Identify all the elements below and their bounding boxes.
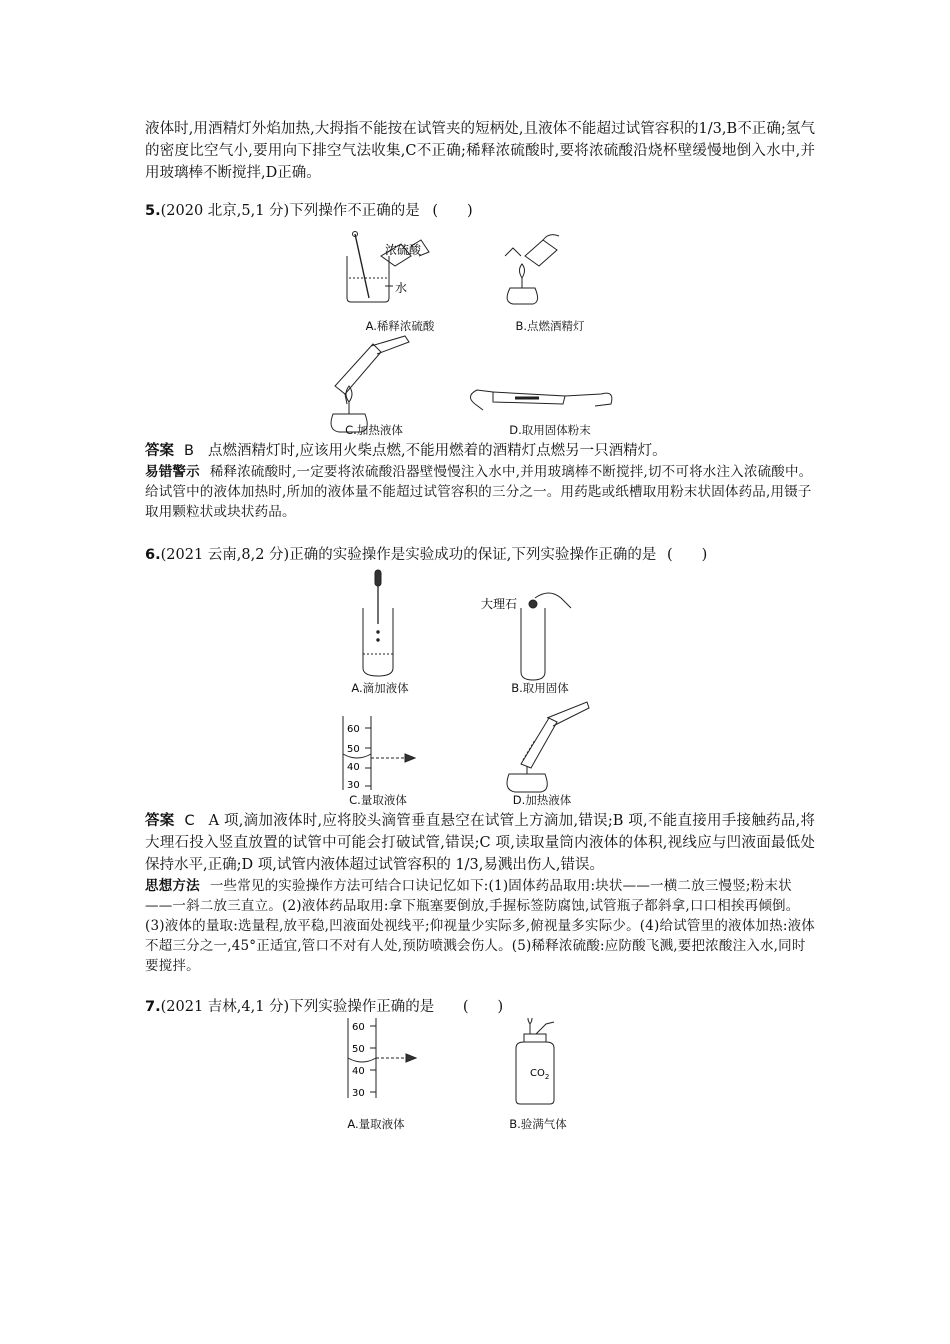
question-5-text: (2020 北京,5,1 分)下列操作不正确的是 [160, 203, 420, 219]
caption-b: B.点燃酒精灯 [515, 319, 585, 333]
heating-test-tube-icon [507, 702, 589, 792]
co2-formula: CO [530, 1068, 545, 1079]
alcohol-lamp-icon [505, 235, 559, 304]
tick-30: 30 [347, 780, 360, 791]
caption-d: D.取用固体粉末 [509, 423, 591, 437]
question-6-answer [145, 810, 815, 876]
question-5-answer [145, 440, 815, 462]
tick-60: 60 [347, 724, 360, 735]
gas-bottle-icon [516, 1018, 554, 1104]
test-tube-holder-icon [331, 336, 409, 432]
warning-text: 稀释浓硫酸时,一定要将浓硫酸沿器壁慢慢注入水中,并用玻璃棒不断搅拌,切不可将水注入浓硫酸中。给试管中的液体加热时,所加的液体量不能超过试管容积的三分之一。用药匙或纸槽取用粉末状固体药品,用镊子取用颗粒状或块状药品。 [145, 464, 813, 520]
answer-choice: C [184, 813, 195, 829]
marble-hand-icon [521, 593, 571, 680]
answer-choice: B [184, 443, 194, 459]
tick-50: 50 [352, 1044, 365, 1055]
tick-50: 50 [347, 744, 360, 755]
question-5-figure [325, 226, 655, 436]
question-6-stem [145, 544, 815, 566]
question-6-figure [335, 568, 635, 807]
tick-60: 60 [352, 1022, 365, 1033]
question-5-stem [145, 200, 815, 222]
question-7-text: (2021 吉林,4,1 分)下列实验操作正确的是 [160, 999, 435, 1015]
tick-40: 40 [352, 1066, 365, 1077]
label-concentrated-sulfuric-acid: 浓硫酸 [385, 243, 422, 257]
answer-label: 答案 [145, 813, 175, 829]
question-5-warning [145, 462, 815, 522]
dropper-icon [363, 570, 393, 676]
caption-a: A.稀释浓硫酸 [365, 319, 435, 333]
method-label: 思想方法 [145, 878, 200, 894]
label-water: 水 [395, 281, 408, 295]
tick-30: 30 [352, 1088, 365, 1099]
question-7-number: 7. [145, 999, 161, 1015]
caption-b: B.取用固体 [511, 681, 569, 695]
caption-a: A.滴加液体 [351, 681, 409, 695]
question-6-method [145, 876, 815, 976]
answer-explanation: A 项,滴加液体时,应将胶头滴管垂直悬空在试管上方滴加,错误;B 项,不能直接用手接触药品,将大理石投入竖直放置的试管中可能会打破试管,错误;C 项,读取量筒内液体的体积,视线应与凹液面最低处保持水平,正确;D 项,试管内液体超过试管容积的 1/3,易溅出伤人,错误。 [145, 813, 816, 873]
question-7-stem [145, 996, 815, 1018]
answer-bracket: ( ) [462, 999, 504, 1015]
intro-paragraph: 液体时,用酒精灯外焰加热,大拇指不能按在试管夹的短柄处,且液体不能超过试管容积的1/3,B不正确;氢气的密度比空气小,要用向下排空气法收集,C不正确;稀释浓硫酸时,要将浓硫酸沿烧杯壁缓慢地倒入水中,并用玻璃棒不断搅拌,D正确。 [145, 121, 815, 181]
caption-c: C.加热液体 [345, 423, 403, 437]
caption-a: A.量取液体 [347, 1117, 405, 1131]
label-marble: 大理石 [481, 597, 518, 611]
question-5-number: 5. [145, 203, 161, 219]
answer-bracket: ( ) [432, 203, 473, 219]
question-6-text: (2021 云南,8,2 分)正确的实验操作是实验成功的保证,下列实验操作正确的是 [160, 547, 657, 563]
caption-c: C.量取液体 [349, 793, 407, 807]
warning-label: 易错警示 [145, 464, 200, 480]
method-text: 一些常见的实验操作方法可结合口诀记忆如下:(1)固体药品取用:块状——一横二放三慢竖;粉末状——一斜二放三直立。(2)液体药品取用:拿下瓶塞要倒放,手握标签防腐蚀,试管瓶子都斜拿,口口相挨再倾倒。(3)液体的量取:选量程,放平稳,凹液面处视线平;仰视量少实际多,俯视量多实际少。(4)给试管里的液体加热:液体不超三分之一,45°正适宜,管口不对有人处,预防喷溅会伤人。(5)稀释浓硫酸:应防酸飞溅,要把浓酸注入水,同时要搅拌。 [145, 878, 815, 974]
tick-40: 40 [347, 762, 360, 773]
answer-bracket: ( ) [666, 547, 708, 563]
answer-explanation: 点燃酒精灯时,应该用火柴点燃,不能用燃着的酒精灯点燃另一只酒精灯。 [207, 443, 667, 459]
page-content [145, 118, 815, 1138]
answer-label: 答案 [145, 443, 174, 459]
question-6-number: 6. [145, 547, 161, 563]
caption-b: B.验满气体 [509, 1117, 567, 1131]
question-7-figure [340, 1018, 620, 1138]
co2-subscript: 2 [544, 1073, 550, 1081]
label-co2 [530, 1068, 549, 1081]
paper-trough-icon [470, 390, 611, 410]
caption-d: D.加热液体 [512, 793, 572, 807]
